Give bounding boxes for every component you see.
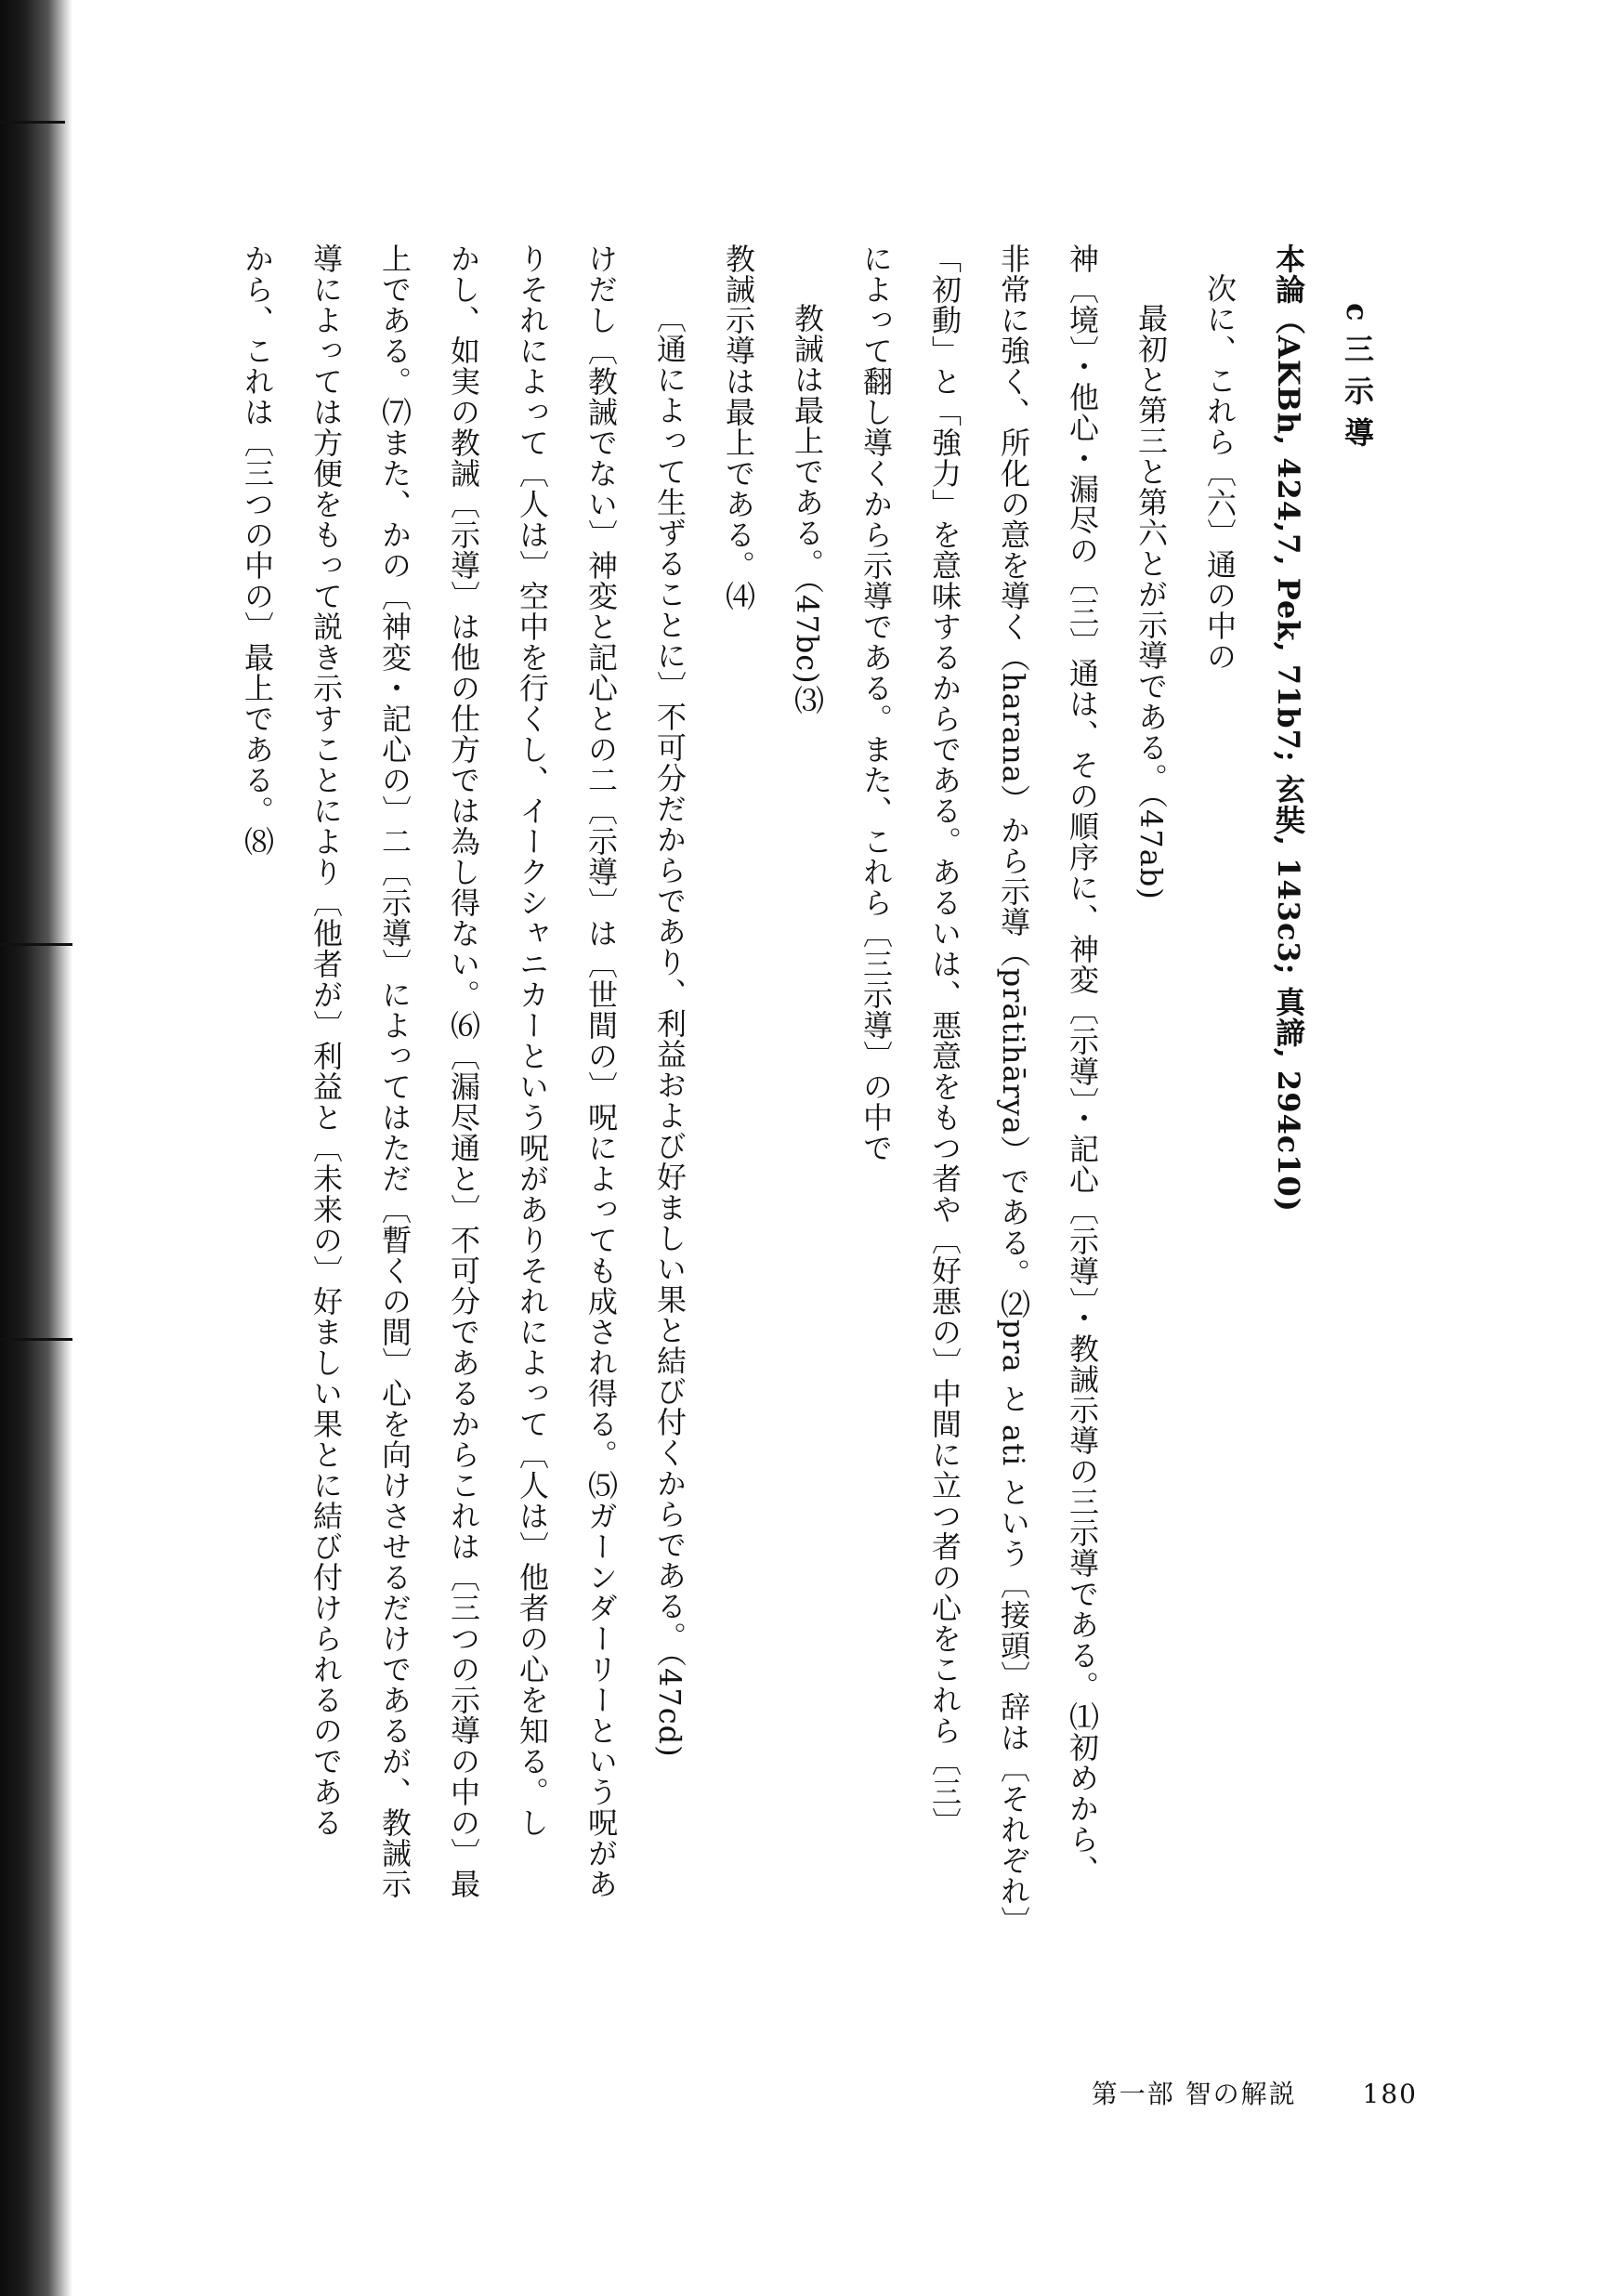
text-line: 神〔境〕・他心・漏尽の〔三〕通は、その順序に、神変〔示導〕・記心〔示導〕・教誡示導の三示導である。⑴初めから、 [1065,243,1100,1885]
text-line: けだし〔教誡でない〕神変と記心との二〔示導〕は〔世間の〕呪によっても成され得る。⑸ガーンダーリーという呪があ [583,243,619,1899]
text-line: 教誡示導は最上である。⑷ [721,243,756,611]
text-line: から、これは〔三つの中の〕最上である。⑻ [240,243,275,857]
scan-edge [0,0,72,2296]
verse-line: 最初と第三と第六とが示導である。（47ab) [1133,303,1169,900]
text-line: 次に、これら〔六〕通の中の [1202,273,1238,672]
text-line: によって翻し導くから示導である。また、これら〔三示導〕の中で [858,243,894,1163]
verse-line: 教誡は最上である。（47bc)⑶ [790,303,825,715]
source-reference: 本論（AKBh, 424,7, Pek, 71b7; 玄奘, 143c3; 真諦, 294c10) [1271,243,1306,1213]
text-line: 非常に強く、所化の意を導く（harana）から示導（prātihārya）である。⑵pra と ati という〔接頭〕辞は〔それぞれ〕 [996,243,1031,1937]
section-heading: c 三 示 導 [1340,303,1375,448]
text-line: 「初動」と「強力」を意味するからである。あるいは、悪意をもつ者や〔好悪の〕中間に立つ者の心をこれら〔三〕 [927,243,963,1838]
page-number: 180 [1362,2079,1418,2109]
text-line: 導によっては方便をもって説き示すことにより〔他者が〕利益と〔未来の〕好ましい果とに結び付けられるのである [308,243,344,1838]
text-line: かし、如実の教誡〔示導〕は他の仕方では為し得ない。⑹〔漏尽通と〕不可分であるからこれは〔三つの示導の中の〕最 [446,243,481,1899]
scan-edge-tick [0,121,65,124]
text-line: りそれによって〔人は〕空中を行くし、イークシャニカーという呪がありそれによって〔人は〕他者の心を知る。し [515,243,550,1838]
footer-section-title: 第一部 智の解説 [1091,2079,1297,2109]
text-line: 上である。⑺また、かの〔神変・記心の〕二〔示導〕によってはただ〔暫くの間〕心を向けさせるだけであるが、教誡示 [377,243,413,1899]
page-footer [1092,2074,1418,2111]
main-text [223,243,1392,2083]
verse-line: 〔通によって生ずることに〕不可分だからであり、利益および好ましい果と結び付くからである。（47cd) [652,303,688,1758]
